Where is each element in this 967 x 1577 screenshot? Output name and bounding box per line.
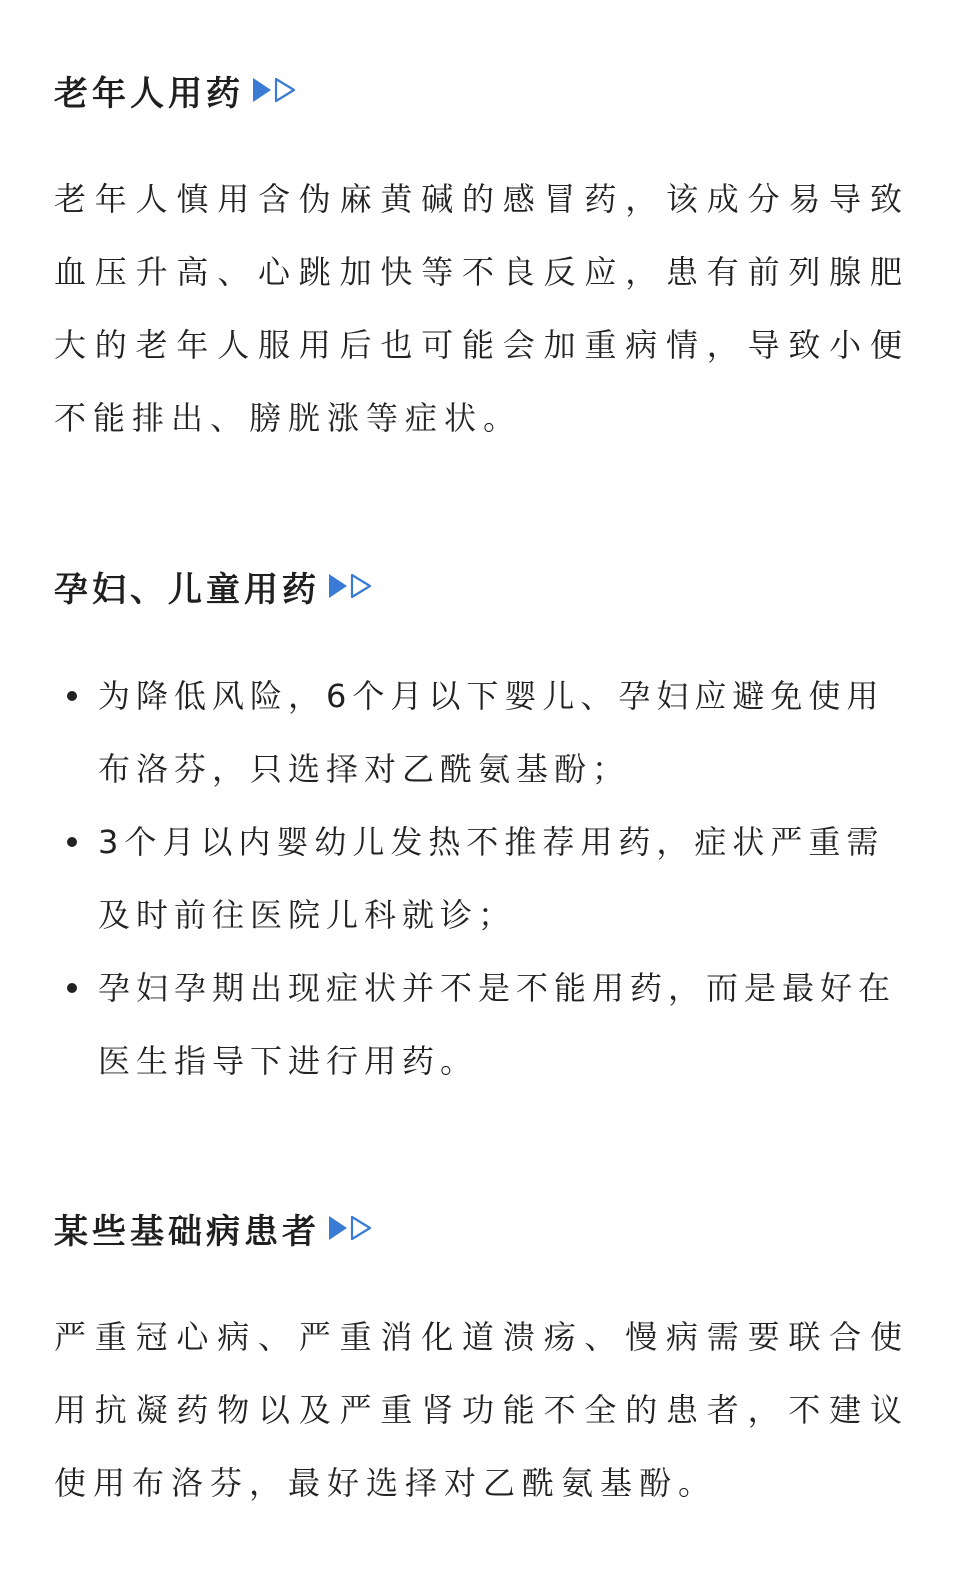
section-heading-text: 孕妇、儿童用药 [54,569,320,610]
list-item-text: 3个月以内婴幼儿发热不推荐用药，症状严重需及时前往医院儿科就诊； [98,823,885,934]
bullet-dot-icon [67,983,77,993]
list-item-text: 为降低风险，6个月以下婴儿、孕妇应避免使用布洛芬，只选择对乙酰氨基酚； [98,677,885,788]
bullet-list [54,660,909,1098]
play-arrows-icon [252,77,296,103]
play-arrows-icon [328,573,372,599]
section-heading-text: 某些基础病患者 [54,1211,320,1252]
list-item [54,806,909,952]
list-item [54,952,909,1098]
bullet-dot-icon [67,837,77,847]
list-item [54,660,909,806]
section-heading-text: 老年人用药 [54,73,244,114]
section-body-chronic-patients: 严重冠心病、严重消化道溃疡、慢病需要联合使用抗凝药物以及严重肾功能不全的患者，不建议使用布洛芬，最好选择对乙酰氨基酚。 [54,1318,909,1502]
section-body-elderly: 老年人慎用含伪麻黄碱的感冒药，该成分易导致血压升高、心跳加快等不良反应，患有前列腺肥大的老年人服用后也可能会加重病情，导致小便不能排出、膀胱涨等症状。 [54,180,909,437]
section-heading-elderly [54,66,296,114]
section-heading-chronic-patients [54,1204,372,1252]
bullet-dot-icon [67,691,77,701]
list-item-text: 孕妇孕期出现症状并不是不能用药，而是最好在医生指导下进行用药。 [98,969,897,1080]
section-heading-pregnant-children [54,562,372,610]
play-arrows-icon [328,1215,372,1241]
